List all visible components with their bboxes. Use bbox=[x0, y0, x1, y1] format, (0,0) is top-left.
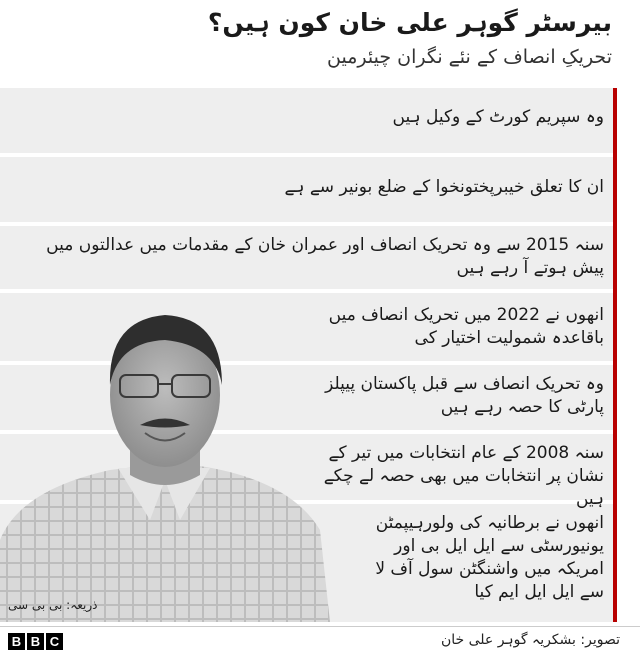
source-caption: ذریعہ: بی بی سی bbox=[8, 598, 98, 612]
bbc-logo bbox=[8, 633, 63, 650]
fact-item: سنہ 2008 کے عام انتخابات میں تیر کے نشان پر انتخابات میں بھی حصہ لے چکے ہیں bbox=[323, 443, 604, 509]
logo-letter: B bbox=[27, 633, 44, 650]
page-subtitle: تحریکِ انصاف کے نئے نگران چیئرمین bbox=[327, 46, 612, 68]
fact-item: انھوں نے برطانیہ کی ولورہیپمٹن یونیورسٹی سے ایل ایل بی اور امریکہ میں واشنگٹن سول آف لا سے ایل ایل ایم کیا bbox=[375, 513, 604, 602]
photo-credit: تصویر: بشکریہ گوہر علی خان bbox=[440, 632, 620, 648]
fact-item: وہ تحریک انصاف سے قبل پاکستان پیپلز پارٹی کا حصہ رہے ہیں bbox=[325, 374, 604, 417]
portrait-photo bbox=[0, 290, 330, 622]
logo-letter: B bbox=[8, 633, 25, 650]
logo-letter: C bbox=[46, 633, 63, 650]
fact-divider bbox=[0, 153, 613, 157]
fact-item: ان کا تعلق خیبرپختونخوا کے ضلع بونیر سے ہے bbox=[284, 177, 604, 197]
page-title: بیرسٹر گوہر علی خان کون ہیں؟ bbox=[207, 8, 612, 37]
footer-divider bbox=[0, 626, 640, 627]
fact-item: سنہ 2015 سے وہ تحریک انصاف اور عمران خان کے مقدمات میں عدالتوں میں پیش ہوتے آ رہے ہیں bbox=[46, 235, 604, 278]
accent-bar bbox=[613, 88, 617, 622]
fact-divider bbox=[0, 222, 613, 226]
fact-item: وہ سپریم کورٹ کے وکیل ہیں bbox=[392, 107, 604, 127]
fact-item: انھوں نے 2022 میں تحریک انصاف میں باقاعدہ شمولیت اختیار کی bbox=[328, 305, 604, 348]
